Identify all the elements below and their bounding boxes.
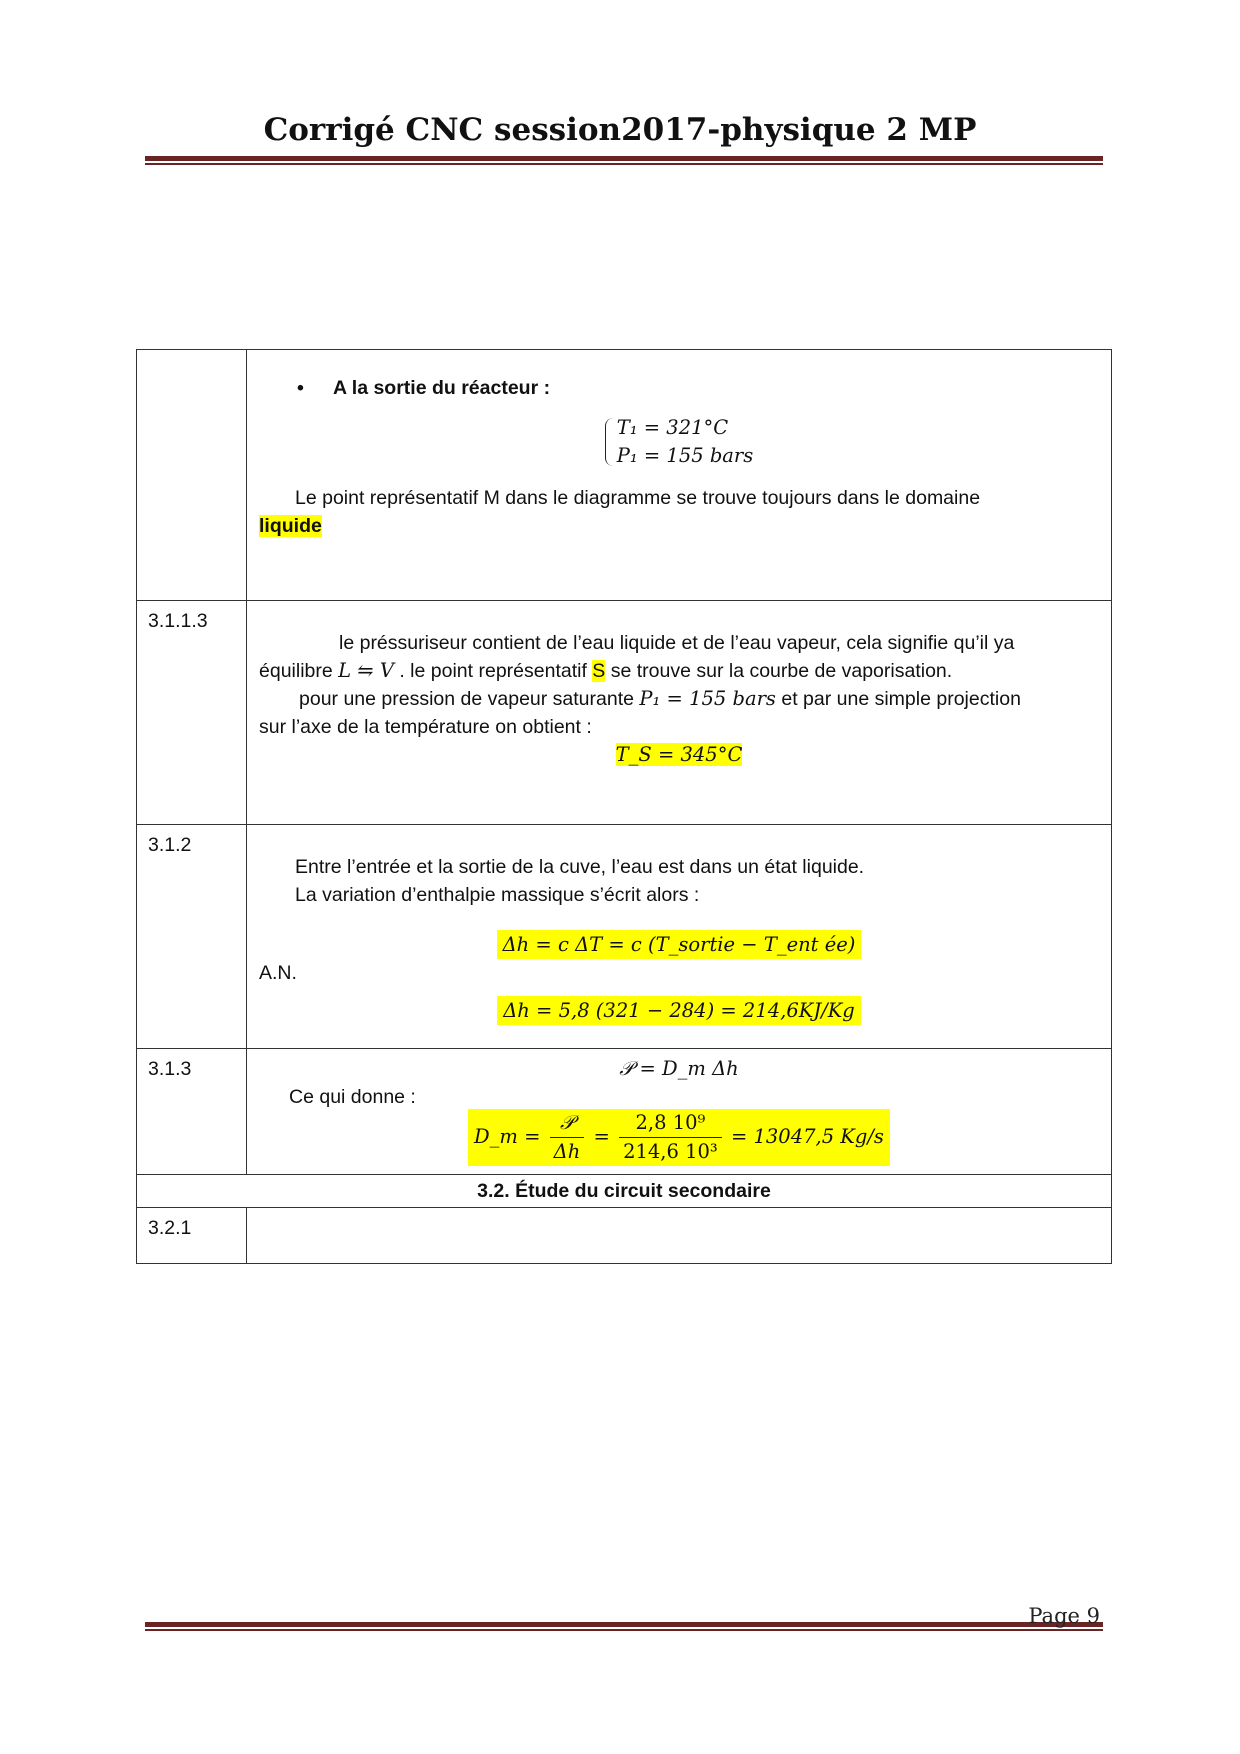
- section-heading: 3.2. Étude du circuit secondaire: [137, 1175, 1112, 1208]
- denominator: 214,6 10³: [623, 1140, 718, 1163]
- row-content: [247, 1049, 1112, 1175]
- paragraph-line: [259, 685, 1099, 713]
- table-row: [137, 1208, 1112, 1264]
- paragraph-line: Entre l’entrée et la sortie de la cuve, l’eau est dans un état liquide.: [295, 856, 865, 878]
- table-row: [137, 601, 1112, 825]
- numerator: 2,8 10⁹: [619, 1109, 722, 1138]
- highlighted-word: liquide: [259, 515, 322, 537]
- fraction: [550, 1109, 585, 1166]
- row-number: 3.2.1: [137, 1208, 247, 1264]
- denominator: Δh: [553, 1140, 581, 1163]
- paragraph-line: Ce qui donne :: [289, 1086, 416, 1108]
- equation-inline: P₁ = 155 bars: [639, 687, 776, 710]
- enthalpy-formula: Δh = c ΔT = c (T_sortie − T_ent ée): [497, 930, 862, 959]
- table-row: [137, 825, 1112, 1049]
- fraction: [619, 1109, 722, 1166]
- answer-table: [136, 349, 1112, 1264]
- paragraph-line: le préssuriseur contient de l’eau liquide et de l’eau vapeur, cela signifie qu’il ya: [339, 632, 1015, 654]
- enthalpy-result: Δh = 5,8 (321 − 284) = 214,6KJ/Kg: [497, 996, 861, 1025]
- row-number: 3.1.2: [137, 825, 247, 1049]
- equation-system: [605, 414, 754, 470]
- equation-inline: L ⇋ V: [338, 659, 394, 682]
- text-span: D_m =: [474, 1125, 541, 1148]
- paragraph-line: [259, 657, 1099, 685]
- table-row: [137, 1049, 1112, 1175]
- row-content: [247, 350, 1112, 601]
- row-content: [247, 825, 1112, 1049]
- row-content: [247, 1208, 1112, 1264]
- power-formula: 𝒫 = D_m Δh: [619, 1057, 739, 1080]
- bullet-item: [259, 374, 1099, 402]
- page-number: Page 9: [1028, 1604, 1100, 1628]
- row-number: [137, 350, 247, 601]
- result-equation: T_S = 345°C: [615, 743, 743, 766]
- text-span: = 13047,5 Kg/s: [730, 1125, 884, 1148]
- table-row: [137, 350, 1112, 601]
- footer-rule: [145, 1622, 1103, 1631]
- table-row: [137, 1175, 1112, 1208]
- row-number: 3.1.1.3: [137, 601, 247, 825]
- equation-t1: T₁ = 321°C: [616, 416, 729, 439]
- row-number: 3.1.3: [137, 1049, 247, 1175]
- text-span: équilibre: [259, 660, 333, 682]
- paragraph: Le point représentatif M dans le diagramme se trouve toujours dans le domaine: [295, 487, 981, 509]
- equation-p1: P₁ = 155 bars: [616, 444, 754, 467]
- text-span: se trouve sur la courbe de vaporisation.: [610, 660, 953, 682]
- paragraph-line: sur l’axe de la température on obtient :: [259, 716, 592, 738]
- text-span: . le point représentatif: [399, 660, 587, 682]
- highlighted-letter: S: [592, 660, 606, 682]
- an-label: A.N.: [259, 962, 297, 984]
- page-header-title: Corrigé CNC session2017-physique 2 MP: [263, 112, 977, 148]
- paragraph-line: La variation d’enthalpie massique s’écrit alors :: [295, 884, 700, 906]
- bullet-icon: •: [297, 377, 304, 399]
- mass-flow-result: D_m = $\frac{\text{𝒫}}{\Delta h}$ = $\frac{\text{2,8 10⁹}}{\text{214,6 10³}}$ = 13047,5 Kg/s: [468, 1109, 890, 1166]
- header-rule: [145, 156, 1103, 165]
- numerator: 𝒫: [550, 1109, 585, 1138]
- text-span: et par une simple projection: [781, 688, 1021, 710]
- row-content: [247, 601, 1112, 825]
- text-span: pour une pression de vapeur saturante: [299, 688, 634, 710]
- bullet-text: A la sortie du réacteur :: [333, 377, 551, 399]
